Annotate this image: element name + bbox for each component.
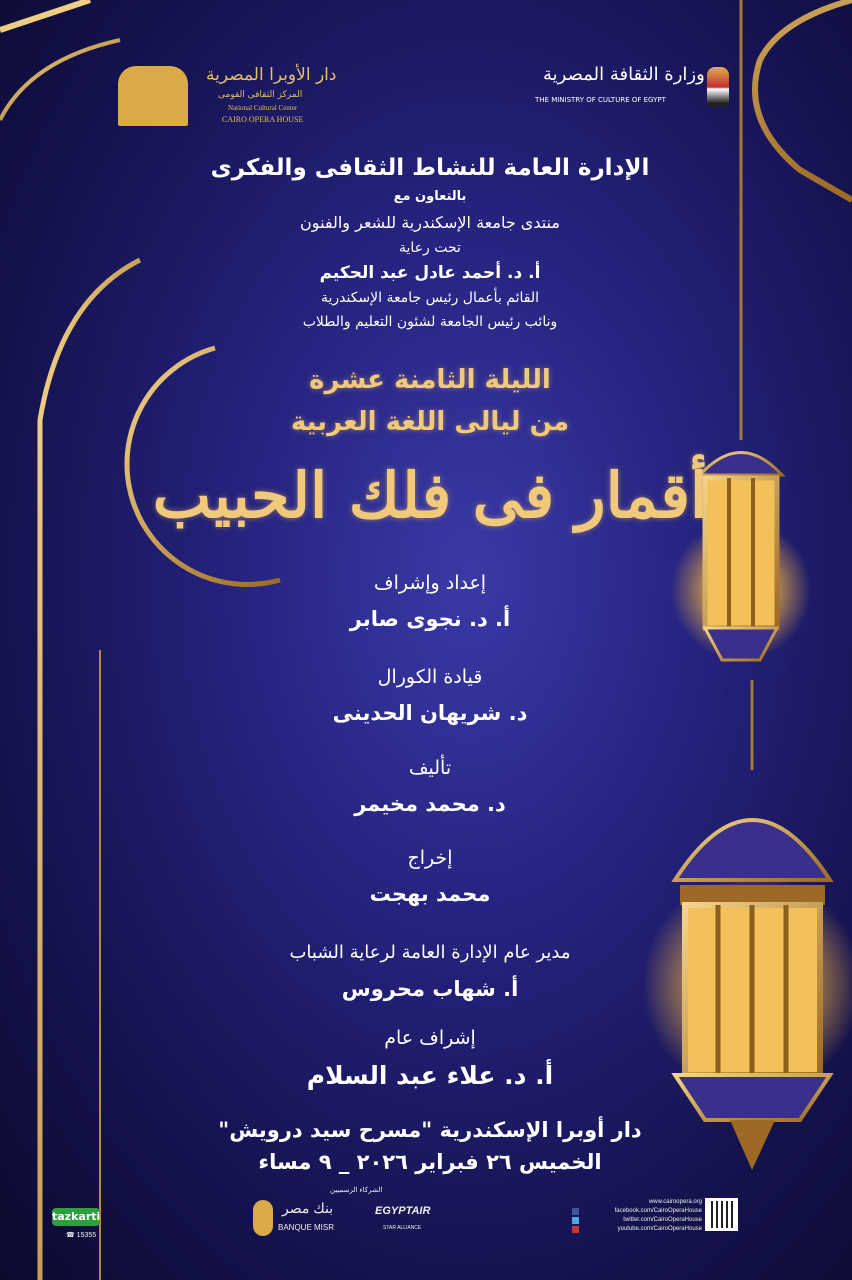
patronage-label: تحت رعاية [399,240,461,256]
facebook-link[interactable]: facebook.com/CairoOperaHouse [614,1208,702,1214]
credit-role: إخراج [407,847,453,869]
ministry-logo-arabic: وزارة الثقافة المصرية [543,64,705,85]
series-name: من ليالى اللغة العربية [290,407,570,437]
egypt-eagle-emblem-icon [707,67,729,107]
organizer: الإدارة العامة للنشاط الثقافى والفكرى [210,155,650,181]
credit-role: إعداد وإشراف [373,572,487,594]
patron-name: أ. د. أحمد عادل عبد الحكيم [319,263,541,283]
night-number: الليلة الثامنة عشرة [309,365,551,395]
website-link[interactable]: www.cairoopera.org [648,1199,702,1205]
credit-role: إشراف عام [384,1027,476,1049]
sponsors-label: الشركاء الرسميين [330,1187,383,1194]
opera-logo-subtitle-ar: المركز الثقافى القومى [218,90,303,100]
date-time: الخميس ٢٦ فبراير ٢٠٢٦ _ ٩ مساء [258,1150,602,1174]
opera-logo-name-en: CAIRO OPERA HOUSE [222,115,304,124]
banque-misr-emblem-icon [253,1200,273,1236]
credit-role: مدير عام الإدارة العامة لرعاية الشباب [289,942,571,963]
banque-misr-name: BANQUE MISR [278,1223,335,1232]
patron-role-1: القائم بأعمال رئيس جامعة الإسكندرية [320,290,540,306]
hotline: ☎ 15355 [66,1232,97,1239]
twitter-icon [572,1217,579,1224]
qr-code-icon[interactable] [705,1198,738,1231]
credit-name: أ. د. علاء عبد السلام [306,1061,554,1090]
egyptair-logo: EGYPTAIR [375,1205,431,1217]
credit-role: قيادة الكورال [377,666,483,688]
opera-logo-subtitle-en: National Cultural Center [228,104,298,112]
opera-building-icon [118,66,188,126]
banque-misr-arabic: بنك مصر [282,1200,334,1216]
credit-name: أ. د. نجوى صابر [349,607,511,631]
credit-name: أ. شهاب محروس [341,977,519,1001]
tazkarti-logo[interactable]: tazkarti [52,1208,100,1226]
opera-logo-arabic: دار الأوبرا المصرية [206,65,337,85]
partner: منتدى جامعة الإسكندرية للشعر والفنون [300,213,560,232]
youtube-link[interactable]: youtube.com/CairoOperaHouse [617,1226,702,1232]
facebook-icon [572,1208,579,1215]
credit-name: د. شريهان الحدينى [332,701,528,725]
ministry-logo-english: THE MINISTRY OF CULTURE OF EGYPT [535,96,666,104]
youtube-icon [572,1226,579,1233]
event-title: أقمار فى فلك الحبيب [152,459,708,532]
hotline-number: 15355 [76,1232,97,1239]
star-alliance-label: STAR ALLIANCE [383,1225,422,1231]
twitter-link[interactable]: twitter.com/CairoOperaHouse [623,1217,702,1223]
credit-role: تأليف [408,757,452,779]
credit-name: محمد بهجت [369,882,491,906]
credit-name: د. محمد مخيمر [354,792,506,816]
venue: دار أوبرا الإسكندرية "مسرح سيد درويش" [218,1118,642,1142]
cooperation-label: بالتعاون مع [393,189,467,204]
patron-role-2: ونائب رئيس الجامعة لشئون التعليم والطلاب [302,314,558,330]
cairo-opera-house-logo [118,66,378,150]
ministry-of-culture-logo [535,65,745,115]
